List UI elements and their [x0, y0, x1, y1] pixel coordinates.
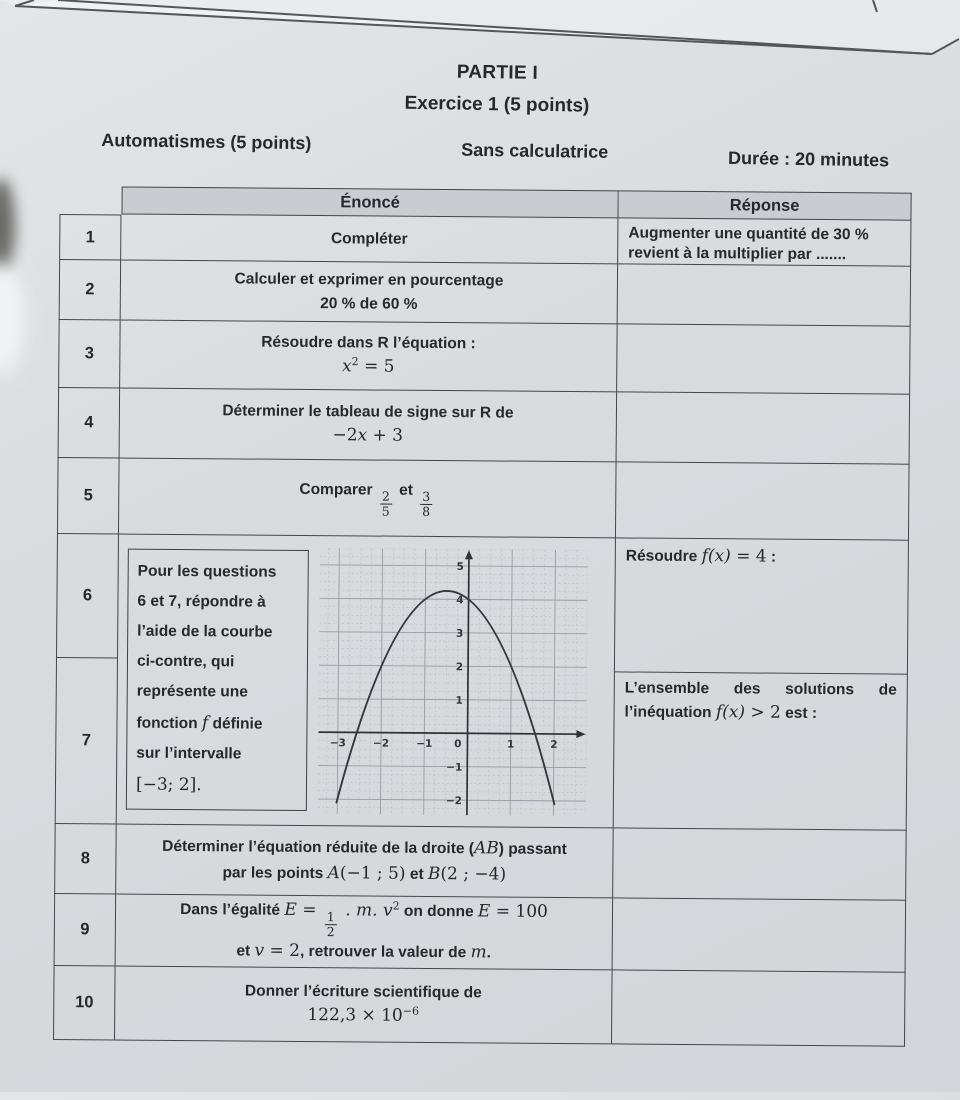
grid-line-h [318, 757, 586, 759]
math-text: −2 [332, 425, 358, 446]
plain-text: Compléter [330, 230, 408, 248]
plain-text: revient à la multiplier par ....... [628, 244, 847, 264]
math-text: x [341, 356, 352, 377]
row-number-cell: 4 [58, 388, 121, 458]
y-tick-label: 2 [455, 660, 464, 673]
fraction-numerator: 3 [422, 488, 431, 504]
math-text: AB [473, 838, 499, 859]
x-tick-label: 1 [506, 738, 515, 751]
row-8 [54, 824, 907, 901]
grid-line-v [413, 548, 415, 814]
page-top-sketch [0, 0, 960, 62]
math-text: 122,3 × 10 [307, 1005, 403, 1027]
math-text: = [296, 900, 322, 921]
grid-line-h [319, 707, 587, 709]
row-number-cell: 2 [59, 260, 121, 320]
math-text: f(x) [701, 546, 731, 567]
text-line [137, 587, 301, 618]
math-text: [−3; 2]. [135, 774, 202, 796]
reponse-cell [613, 898, 907, 972]
x-tick-label: −2 [372, 737, 390, 750]
reponse-cell [616, 462, 910, 540]
superscript: −6 [402, 1004, 420, 1019]
row-3 [58, 320, 911, 395]
reponse-cell [615, 538, 909, 674]
text-line [624, 677, 896, 726]
math-text: m [470, 942, 487, 963]
exercise-table [53, 186, 912, 1047]
photo-edge-shadow [0, 178, 15, 274]
text-line [127, 476, 607, 520]
grid-line-h [319, 665, 587, 667]
plain-text: définie [208, 714, 263, 733]
superscript: 2 [392, 899, 400, 913]
plain-text: Pour les questions [137, 562, 277, 581]
grid-line-h [320, 548, 588, 550]
reponse-cell [617, 392, 911, 464]
y-tick-label: −1 [446, 761, 463, 774]
plain-text: l’aide de la courbe [137, 622, 273, 641]
plain-text: Résoudre dans R l’équation : [261, 333, 476, 353]
reponse-cell [618, 264, 911, 326]
plain-text: sur l’intervalle [136, 744, 242, 763]
text-line [137, 676, 301, 707]
text-line [128, 422, 608, 451]
math-text: (2 ; −4) [440, 863, 507, 885]
grid-line-h [319, 690, 587, 692]
plain-text: : [766, 548, 777, 566]
fraction-denominator: 2 [326, 924, 335, 940]
plain-text: Résoudre [625, 547, 702, 566]
plain-text: et [236, 942, 255, 960]
y-tick-label: 3 [455, 627, 464, 640]
math-text: v [254, 940, 265, 961]
duration-label: Durée : 20 minutes [727, 147, 890, 171]
text-line [137, 646, 301, 677]
y-tick-label: −2 [445, 794, 463, 807]
reponse-cell [618, 218, 911, 266]
math-text: E [477, 901, 491, 922]
plain-text: 20 % de 60 % [320, 294, 418, 313]
text-line [124, 834, 604, 863]
grid-line-h [319, 623, 587, 625]
text-line [123, 1002, 603, 1031]
enonce-header-cell: Énoncé [121, 187, 618, 219]
function-graph [318, 548, 588, 816]
grid-line-h [319, 648, 587, 650]
plain-text: Calculer et exprimer en pourcentage [234, 270, 504, 290]
math-text: A [327, 862, 340, 883]
plain-text: Déterminer l’équation réduite de la droite ( [162, 837, 475, 858]
math-text: > 2 [744, 702, 781, 724]
row-number-column [55, 534, 119, 824]
grid-line-h [319, 673, 587, 675]
grid-line-h [319, 698, 587, 700]
row-2 [59, 260, 911, 327]
grid-line-h [318, 740, 586, 742]
grid-line-h [318, 748, 586, 750]
section-label: Automatismes (5 points) [101, 130, 312, 154]
plain-text: 6 et 7, répondre à [137, 592, 266, 611]
text-line [138, 557, 302, 588]
x-tick-label: 2 [550, 738, 558, 751]
fraction-numerator: 2 [381, 488, 390, 504]
enonce-cell-merged [117, 535, 616, 829]
math-text: = 4 [730, 546, 767, 567]
plain-text: Dans l’égalité [180, 901, 285, 920]
math-text: . m. v [339, 900, 393, 921]
row-number-cell: 3 [58, 320, 121, 388]
plain-text: Déterminer le tableau de signe sur R de [222, 402, 514, 422]
no-calculator-label: Sans calculatrice [461, 139, 609, 162]
y-axis [467, 554, 469, 815]
y-tick-label: 1 [455, 694, 463, 707]
grid-line-h [319, 631, 587, 633]
reponse-header-cell: Réponse [618, 190, 911, 220]
superscript: 2 [351, 355, 359, 369]
x-tick-label: 0 [454, 737, 462, 750]
photo-edge-highlight [0, 262, 24, 374]
row-number-cell: 10 [53, 966, 116, 1040]
enonce-cell [120, 321, 618, 393]
math-text: x [357, 425, 368, 446]
y-tick-label: 5 [456, 560, 464, 573]
math-text: = 100 [490, 901, 548, 923]
fraction [325, 910, 337, 939]
y-axis-arrow [465, 550, 473, 559]
row-number-cell: 6 [56, 534, 119, 658]
plain-text: on donne [399, 902, 479, 921]
row-4 [58, 388, 911, 465]
enonce-cell [121, 261, 618, 325]
enonce-cell [116, 894, 614, 970]
grid-line-h [319, 640, 587, 642]
x-tick-label: −3 [329, 736, 346, 749]
plain-text: Comparer [299, 480, 378, 499]
row-number-cell: 8 [54, 824, 117, 894]
row-number-cell: 9 [54, 894, 117, 966]
plain-text: , retrouver la valeur de [299, 943, 471, 962]
text-line [128, 353, 608, 382]
row-number-cell: 5 [57, 458, 120, 534]
math-text: E [284, 900, 297, 921]
plain-text: L’ensemble des solutions de l’inéquation [624, 679, 897, 722]
row-10 [53, 966, 906, 1047]
grid-line-h [319, 614, 587, 616]
plain-text: est : [780, 705, 818, 723]
reponse-column [614, 538, 909, 830]
math-text: = 5 [358, 356, 395, 378]
plain-text: représente une [136, 682, 248, 701]
grid-line-h [319, 598, 587, 600]
math-text: B [427, 863, 441, 884]
part-title: PARTIE I [456, 61, 539, 84]
fraction-denominator: 5 [381, 503, 390, 519]
text-line [129, 290, 609, 317]
fraction-numerator: 1 [326, 909, 335, 925]
fraction [380, 489, 392, 518]
text-line [628, 244, 900, 267]
text-line [137, 616, 301, 647]
reponse-cell [612, 970, 906, 1046]
x-tick-label: −1 [416, 737, 433, 750]
header-corner-cell [59, 186, 121, 214]
grid-line-v [532, 549, 534, 815]
plain-text: et [394, 481, 418, 499]
reponse-cell [613, 828, 907, 900]
grid-line-v [564, 550, 566, 816]
grid-line-h [320, 573, 588, 575]
reponse-cell [614, 672, 908, 830]
enonce-cell [119, 459, 617, 539]
text-line [626, 543, 898, 571]
plain-text: par les points [222, 863, 328, 882]
plain-text: Augmenter une quantité de 30 % [628, 224, 869, 244]
grid-line-h [319, 606, 587, 608]
grid-line-v [499, 549, 501, 815]
row-9 [54, 894, 907, 973]
plain-text: ci-contre, qui [136, 652, 235, 671]
plain-text: ) passant [498, 840, 567, 859]
grid-line-v [348, 548, 350, 814]
row-number-cell: 1 [59, 214, 121, 260]
text-line [628, 223, 900, 246]
y-tick-label: 4 [456, 593, 464, 606]
math-text: = 2 [264, 940, 301, 962]
grid-line-v [380, 548, 382, 814]
grid-line-h [319, 715, 587, 717]
text-line [124, 897, 604, 942]
plain-text: fonction [136, 714, 202, 732]
fraction [420, 489, 432, 518]
enonce-cell [116, 824, 614, 898]
plain-text: et [405, 865, 429, 883]
math-text: (−1 ; 5) [339, 862, 406, 884]
grid-line-h [318, 790, 586, 792]
grid-line-h [320, 556, 588, 558]
exercise-title: Exercice 1 (5 points) [404, 92, 590, 117]
grid-line-h [320, 564, 588, 566]
enonce-cell [120, 389, 618, 463]
row-6-7 [55, 534, 909, 831]
text-line [136, 739, 300, 770]
text-line [124, 859, 604, 888]
row-5 [57, 458, 910, 541]
text-line [129, 225, 609, 252]
grid-line-h [319, 656, 587, 658]
grid-line-h [318, 807, 586, 809]
text-line [124, 938, 604, 967]
x-axis [318, 732, 581, 734]
grid-line-h [319, 681, 587, 683]
x-axis-arrow [576, 730, 585, 738]
math-text: + 3 [367, 425, 404, 447]
row-1 [59, 214, 911, 267]
grid-line-h [318, 782, 586, 784]
text-line [136, 706, 300, 740]
row-number-cell: 7 [55, 658, 118, 824]
grid-line-h [320, 581, 588, 583]
text-line [136, 769, 300, 803]
math-text: f(x) [715, 702, 746, 723]
instruction-box [126, 549, 309, 811]
reponse-cell [617, 324, 911, 394]
plain-text: . [486, 944, 492, 962]
plain-text: Donner l’écriture scientifique de [244, 982, 482, 1002]
fraction-denominator: 8 [422, 503, 431, 519]
math-text: f [201, 712, 209, 733]
enonce-cell [121, 215, 618, 265]
enonce-cell [115, 966, 613, 1044]
